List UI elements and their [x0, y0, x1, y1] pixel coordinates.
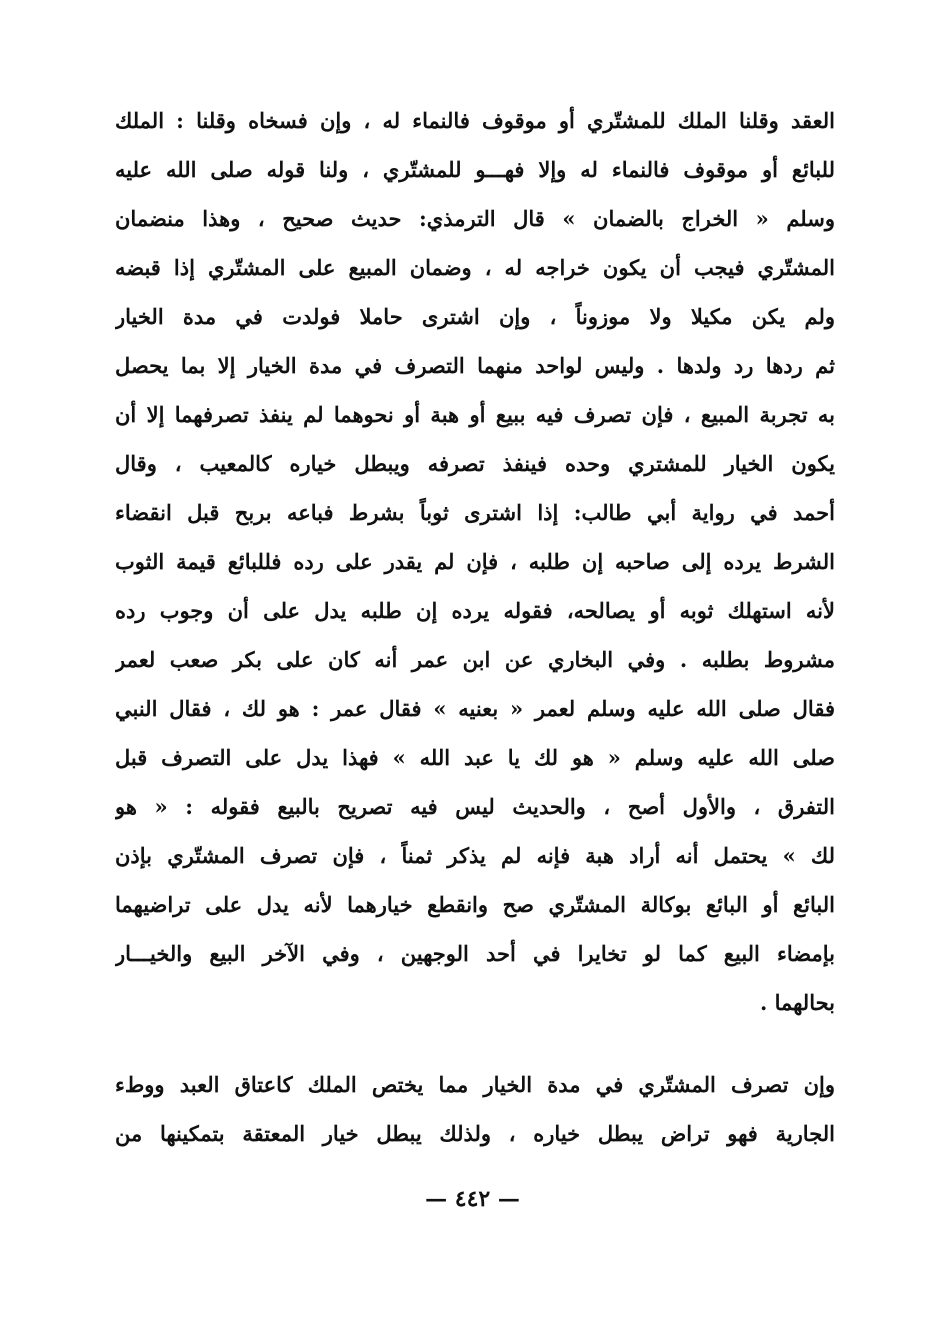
text-line: صلى الله عليه وسلم « هو لك يا عبد الله » فهذا يدل على التصرف قبل: [115, 745, 835, 770]
text-line: ولم يكن مكيلا ولا موزوناً ، وإن اشترى حاملا فولدت في مدة الخيار: [115, 304, 835, 329]
text-line: البائع أو البائع بوكالة المشتّري صح وانقطع خيارهما لأنه يدل على تراضيهما: [115, 892, 835, 917]
paragraph-1: [115, 96, 835, 1027]
text-line: لك » يحتمل أنه أراد هبة فإنه لم يذكر ثمناً ، فإن تصرف المشتّري بإذن: [115, 843, 835, 868]
paragraph-2: [115, 1060, 835, 1158]
text-line: أحمد في رواية أبي طالب: إذا اشترى ثوباً بشرط فباعه بربح قبل انقضاء: [115, 500, 835, 525]
text-line: ثم ردها رد ولدها . وليس لواحد منهما التصرف في مدة الخيار إلا بما يحصل: [115, 353, 835, 378]
text-line: التفرق ، والأول أصح ، والحديث ليس فيه تصريح بالبيع فقوله : « هو: [115, 794, 835, 819]
text-line: فقال صلى الله عليه وسلم لعمر « بعنيه » فقال عمر : هو لك ، فقال النبي: [115, 696, 835, 721]
text-line: وإن تصرف المشتّري في مدة الخيار مما يختص الملك كاعتاق العبد ووطء: [115, 1072, 835, 1097]
text-line: وسلم « الخراج بالضمان » قال الترمذي: حديث صحيح ، وهذا منضمان: [115, 206, 835, 231]
text-line: للبائع أو موقوف فالنماء له وإلا فهـــو للمشتّري ، ولنا قوله صلى الله عليه: [115, 157, 835, 182]
text-line: الشرط يرده إلى صاحبه إن طلبه ، فإن لم يقدر على رده فللبائع قيمة الثوب: [115, 549, 835, 574]
text-line: به تجربة المبيع ، فإن تصرف فيه ببيع أو هبة أو نحوهما لم ينفذ تصرفهما إلا أن: [115, 402, 835, 427]
text-line: يكون الخيار للمشتري وحده فينفذ تصرفه ويبطل خياره كالمعيب ، وقال: [115, 451, 835, 476]
text-line: العقد وقلنا الملك للمشتّري أو موقوف فالنماء له ، وإن فسخاه وقلنا : الملك: [115, 108, 835, 133]
text-line: مشروط بطلبه . وفي البخاري عن ابن عمر أنه كان على بكر صعب لعمر: [115, 647, 835, 672]
text-line: بحالهما .: [759, 990, 835, 1015]
text-line: بإمضاء البيع كما لو تخايرا في أحد الوجهين ، وفي الآخر البيع والخيـــار: [115, 941, 835, 966]
page-number: — ٤٤٢ —: [425, 1186, 520, 1212]
text-line: الجارية فهو تراض يبطل خياره ، ولذلك يبطل خيار المعتقة بتمكينها من: [115, 1121, 835, 1146]
text-line: المشتّري فيجب أن يكون خراجه له ، وضمان المبيع على المشتّري إذا قبضه: [115, 255, 835, 280]
text-line: لأنه استهلك ثوبه أو يصالحه، فقوله يرده إن طلبه يدل على أن وجوب رده: [115, 598, 835, 623]
